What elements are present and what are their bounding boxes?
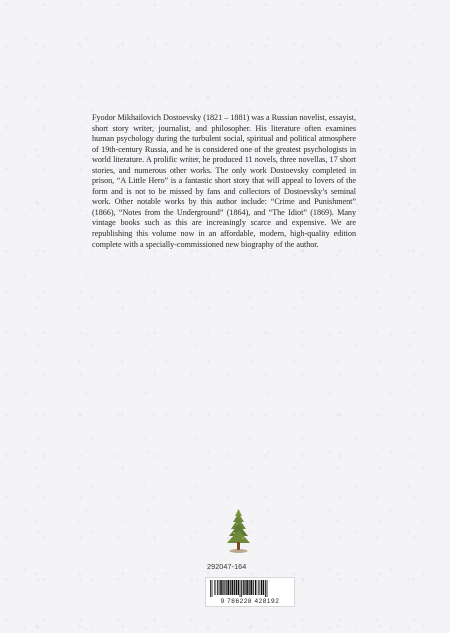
barcode-bar	[214, 580, 215, 595]
barcode-bar	[220, 580, 222, 595]
barcode-bar	[232, 580, 234, 595]
barcode-bar	[255, 580, 256, 595]
barcode-bar	[217, 580, 218, 595]
barcode-bar	[267, 580, 268, 597]
barcode-bar	[243, 580, 244, 595]
barcode-bar	[224, 580, 225, 595]
barcode-bar	[246, 580, 248, 595]
barcode-bar	[258, 580, 259, 595]
barcode-bar	[236, 580, 238, 595]
barcode-bar	[226, 580, 227, 595]
barcode-bar	[261, 580, 263, 595]
barcode-bar	[241, 580, 242, 597]
barcode-bar	[244, 580, 245, 595]
barcode-bar	[222, 580, 223, 595]
barcode-digits: 9 786228 428192	[220, 598, 280, 605]
barcode-bar	[212, 580, 213, 597]
barcode-bar	[249, 580, 250, 595]
barcode-bar	[227, 580, 229, 595]
barcode-bar	[216, 580, 217, 595]
barcode-bar	[240, 580, 241, 597]
barcode-bar	[257, 580, 258, 595]
product-code: 292047-164	[207, 562, 247, 571]
isbn-barcode	[205, 577, 295, 607]
barcode-bar	[219, 580, 220, 595]
barcode-bar	[260, 580, 261, 595]
barcode-bar	[265, 580, 266, 597]
barcode-bar	[234, 580, 235, 595]
barcode-bars	[209, 580, 291, 597]
barcode-bar	[238, 580, 239, 595]
author-blurb: Fyodor Mikhailovich Dostoevsky (1821 – 1881) was a Russian novelist, essayist, short story writer, journalist, and philosopher. His literature often examines human psychology during the turbulent social, spiritual and political atmosphere of 19th-century Russia, and he is considered one of the greatest psychologists in world literature. A prolific writer, he produced 11 novels, three novellas, 17 short stories, and numerous other works. The only work Dostoevsky completed in prison, “A Little Hero” is a fantastic short story that will appeal to lovers of the form and is not to be missed by fans and collectors of Dostoevsky’s seminal work. Other notable works by this author include: “Crime and Punishment” (1866), “Notes from the Underground” (1864), and “The Idiot” (1869). Many vintage books such as this are increasingly scarce and expensive. We are republishing this volume now in an affordable, modern, high-quality edition complete with a specially-commissioned new biography of the author.	[92, 113, 356, 249]
barcode-bar	[253, 580, 254, 595]
barcode-bar	[263, 580, 264, 595]
tree-icon	[225, 508, 252, 554]
barcode-bar	[250, 580, 252, 595]
barcode-bar	[230, 580, 231, 595]
barcode-bar	[210, 580, 211, 597]
